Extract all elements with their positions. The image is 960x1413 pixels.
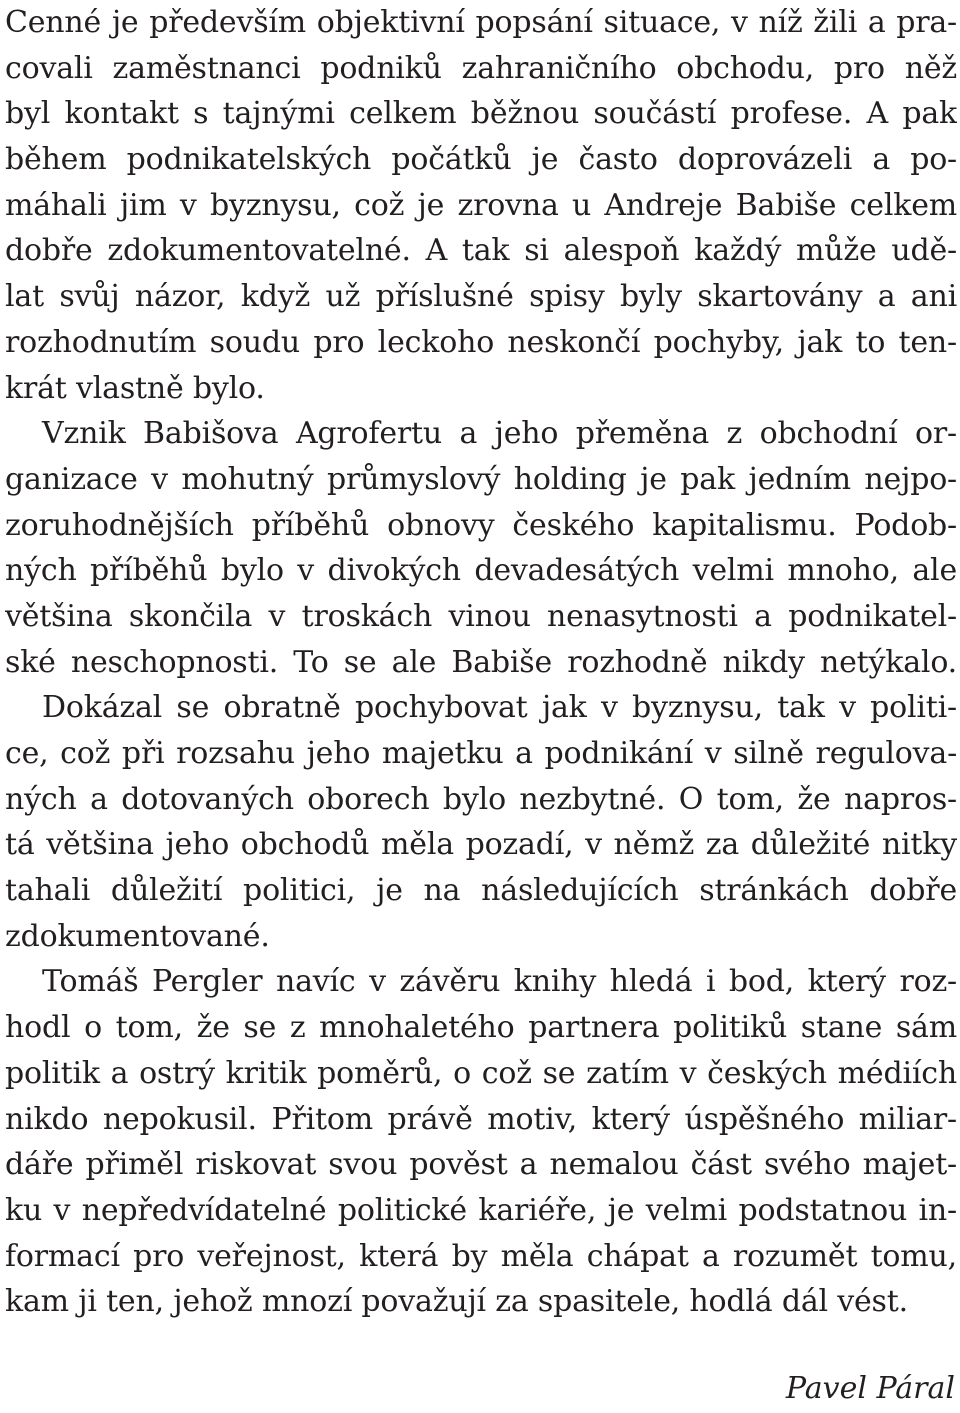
text-line: tahali důležití politici, je na následujících stránkách dobře xyxy=(5,873,957,909)
text-line: hodl o tom, že se z mnohaletého partnera politiků stane sám xyxy=(5,1010,957,1046)
paragraph-4 xyxy=(5,959,957,1325)
text-line: Cenné je především objektivní popsání situace, v níž žili a pra- xyxy=(5,5,957,40)
text-line: ku v nepředvídatelné politické kariéře, je velmi podstatnou in- xyxy=(5,1192,957,1228)
text-line: Dokázal se obratně pochybovat jak v byznysu, tak v politi- xyxy=(42,690,957,726)
text-line: Vznik Babišova Agrofertu a jeho přeměna z obchodní or- xyxy=(42,416,957,452)
text-line: máhali jim v byznysu, což je zrovna u Andreje Babiše celkem xyxy=(5,187,957,223)
text-line: dáře přiměl riskovat svou pověst a nemalou část svého majet- xyxy=(5,1147,957,1183)
text-line: covali zaměstnanci podniků zahraničního obchodu, pro něž xyxy=(5,50,957,86)
text-line: zoruhodnějších příběhů obnovy českého kapitalismu. Podob- xyxy=(5,507,957,543)
text-line: lat svůj názor, když už příslušné spisy byly skartovány a ani xyxy=(5,279,957,315)
text-line: politik a ostrý kritik poměrů, o což se zatím v českých médiích xyxy=(5,1055,957,1091)
text-line: během podnikatelských počátků je často doprovázeli a po- xyxy=(5,142,957,178)
text-line: kam ji ten, jehož mnozí považují za spasitele, hodlá dál vést. xyxy=(5,1284,908,1320)
text-line: ské neschopnosti. To se ale Babiše rozhodně nikdy netýkalo. xyxy=(5,644,957,680)
text-line: rozhodnutím soudu pro leckoho neskončí pochyby, jak to ten- xyxy=(5,324,957,360)
text-line: ce, což při rozsahu jeho majetku a podnikání v silně regulova- xyxy=(5,736,957,771)
paragraph-3 xyxy=(5,685,957,959)
text-line: dobře zdokumentovatelné. A tak si alespoň každý může udě- xyxy=(5,233,957,269)
text-line: většina skončila v troskách vinou nenasytnosti a podnikatel- xyxy=(5,598,957,634)
body-text xyxy=(5,0,957,1325)
author-signature: Pavel Páral xyxy=(785,1371,955,1406)
text-line: Tomáš Pergler navíc v závěru knihy hledá i bod, který roz- xyxy=(42,964,957,1000)
text-line: ganizace v mohutný průmyslový holding je pak jedním nejpo- xyxy=(5,461,957,497)
text-line: formací pro veřejnost, která by měla chápat a rozumět tomu, xyxy=(5,1238,957,1274)
paragraph-1 xyxy=(5,0,957,411)
text-line: ných příběhů bylo v divokých devadesátých velmi mnoho, ale xyxy=(5,553,957,589)
text-line: zdokumentované. xyxy=(5,918,270,954)
text-line: krát vlastně bylo. xyxy=(5,370,265,406)
paragraph-2 xyxy=(5,411,957,685)
text-line: ných a dotovaných oborech bylo nezbytné. O tom, že napros- xyxy=(5,781,957,817)
text-line: nikdo nepokusil. Přitom právě motiv, který úspěšného miliar- xyxy=(5,1101,957,1137)
text-line: byl kontakt s tajnými celkem běžnou součástí profese. A pak xyxy=(5,96,957,132)
text-line: tá většina jeho obchodů měla pozadí, v němž za důležité nitky xyxy=(5,827,957,863)
